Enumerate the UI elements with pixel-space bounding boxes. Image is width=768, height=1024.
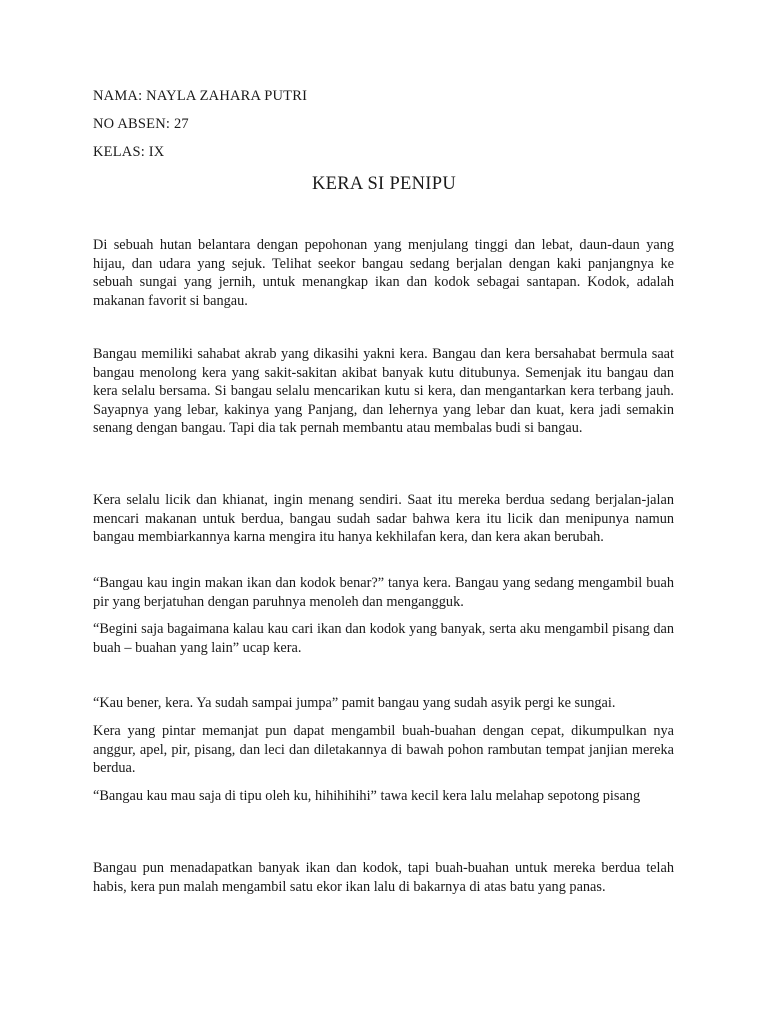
student-class: KELAS: IX [93, 144, 165, 160]
paragraph-8: “Bangau kau mau saja di tipu oleh ku, hihihihihi” tawa kecil kera lalu melahap sepotong pisang [93, 788, 641, 804]
paragraph-1: Di sebuah hutan belantara dengan pepohonan yang menjulang tinggi dan lebat, daun-daun yang hijau, dan udara yang sejuk. Telihat seekor bangau sedang berjalan dengan kaki panjangnya ke sebuah sungai yang jernih, untuk menangkap ikan dan kodok sebagai santapan. Kodok, adalah makanan favorit si bangau. [93, 237, 674, 309]
paragraph-6: “Kau bener, kera. Ya sudah sampai jumpa” pamit bangau yang sudah asyik pergi ke sungai. [93, 695, 616, 711]
paragraph-4: “Bangau kau ingin makan ikan dan kodok benar?” tanya kera. Bangau yang sedang mengambil buah pir yang berjatuhan dengan paruhnya menoleh dan mengangguk. [93, 575, 674, 610]
student-name: NAMA: NAYLA ZAHARA PUTRI [93, 88, 308, 104]
paragraph-3: Kera selalu licik dan khianat, ingin menang sendiri. Saat itu mereka berdua sedang berjalan-jalan mencari makanan untuk berdua, bangau sudah sadar bahwa kera itu licik dan menipunya namun bangau membiarkannya karna mengira itu hanya kekhilafan kera, dan kera akan berubah. [93, 492, 674, 546]
student-number: NO ABSEN: 27 [93, 116, 189, 132]
paragraph-9: Bangau pun menadapatkan banyak ikan dan kodok, tapi buah-buahan untuk mereka berdua telah habis, kera pun malah mengambil satu ekor ikan lalu di bakarnya di atas batu yang panas. [93, 860, 674, 895]
story-title: KERA SI PENIPU [312, 174, 456, 194]
paragraph-2: Bangau memiliki sahabat akrab yang dikasihi yakni kera. Bangau dan kera bersahabat bermula saat bangau menolong kera yang sakit-sakitan akibat banyak kutu ditubunya. Semenjak itu bangau dan kera selalu bersama. Si bangau selalu mencarikan kutu si kera, dan mengantarkan kera terbang jauh. Sayapnya yang lebar, kakinya yang Panjang, dan lehernya yang lebar dan kuat, kera jadi semakin senang dengan bangau. Tapi dia tak pernah membantu atau membalas budi si bangau. [93, 346, 674, 437]
paragraph-7: Kera yang pintar memanjat pun dapat mengambil buah-buahan dengan cepat, dikumpulkan nya anggur, apel, pir, pisang, dan leci dan diletakannya di bawah pohon rambutan tempat janjian mereka berdua. [93, 723, 674, 777]
paragraph-5: “Begini saja bagaimana kalau kau cari ikan dan kodok yang banyak, serta aku mengambil pisang dan buah – buahan yang lain” ucap kera. [93, 621, 674, 656]
